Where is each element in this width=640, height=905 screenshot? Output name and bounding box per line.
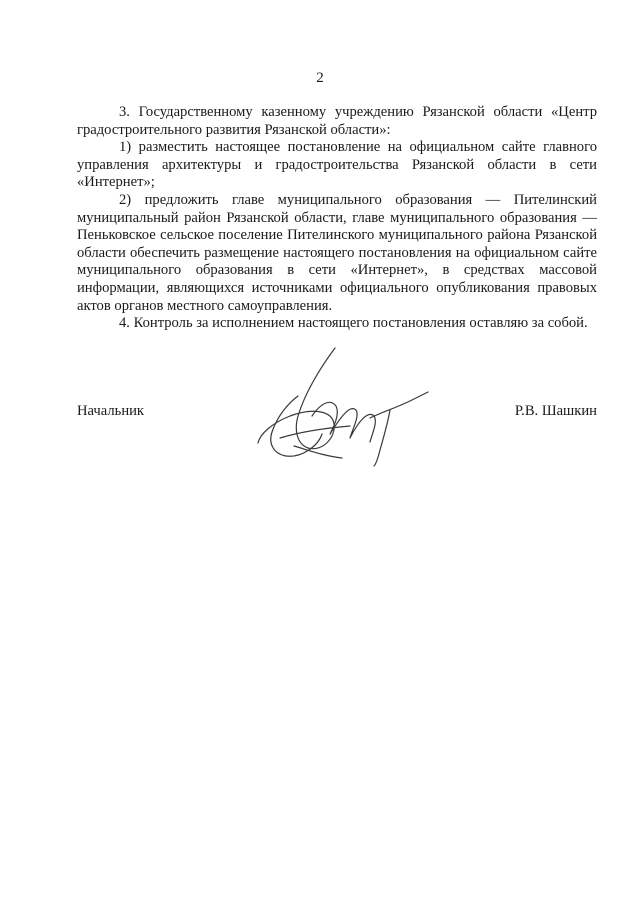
paragraph-item-4: 4. Контроль за исполнением настоящего постановления оставляю за собой.	[119, 315, 588, 332]
paragraph-subitem-1: 1) разместить настоящее постановление на официальном сайте главного управления архитектуры и градостроительства Рязанской области в сети «Интернет»;	[77, 139, 597, 191]
signer-name: Р.В. Шашкин	[514, 403, 597, 419]
paragraph-subitem-2: 2) предложить главе муниципального образования — Пителинский муниципальный район Рязанской области, главе муниципального образования — Пеньковское сельское поселение Пителинского муниципального района Рязанской области обеспечить размещение настоящего постановления на официальном сайте муниципального образования в сети «Интернет», в средствах массовой информации, являющихся источниками официального опубликования правовых актов органов местного самоуправления.	[77, 191, 597, 314]
signer-position: Начальник	[77, 403, 145, 419]
handwritten-signature	[250, 338, 430, 468]
paragraph-item-3: 3. Государственному казенному учреждению Рязанской области «Центр градостроительного развития Рязанской области»:	[77, 104, 597, 138]
document-body	[77, 104, 597, 333]
page-number: 2	[316, 70, 324, 86]
